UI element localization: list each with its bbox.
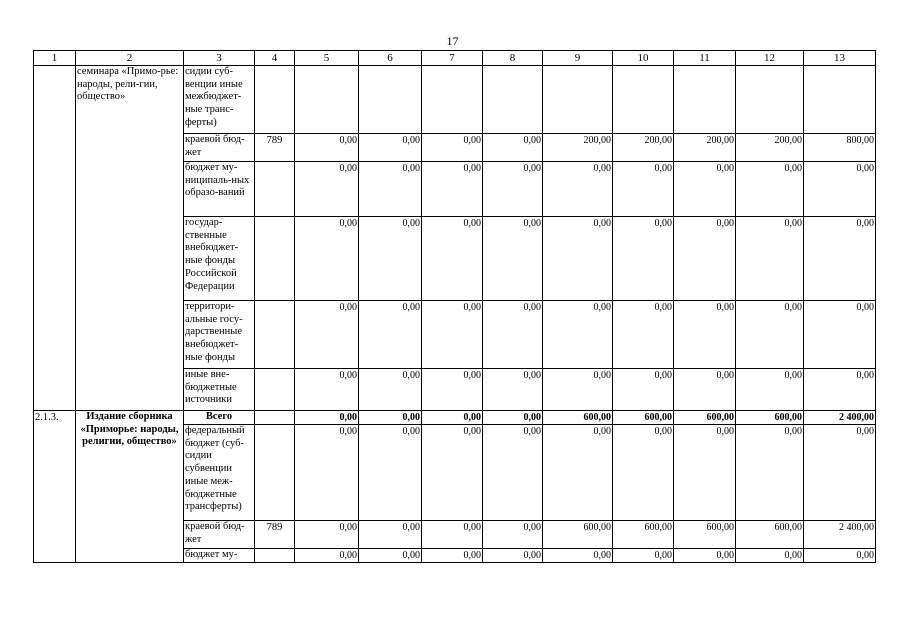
column-number: 2 xyxy=(76,51,184,66)
budget-code xyxy=(255,425,295,521)
column-number: 6 xyxy=(359,51,422,66)
column-number: 4 xyxy=(255,51,295,66)
value-cell: 0,00 xyxy=(295,369,359,411)
value-cell: 600,00 xyxy=(736,521,804,549)
value-cell: 0,00 xyxy=(359,134,422,162)
table-row-total xyxy=(34,411,876,425)
budget-code xyxy=(255,549,295,563)
value-cell xyxy=(422,66,483,134)
value-cell: 0,00 xyxy=(295,162,359,217)
value-cell: 0,00 xyxy=(422,411,483,425)
value-cell: 600,00 xyxy=(543,521,613,549)
value-cell: 0,00 xyxy=(736,162,804,217)
value-cell: 0,00 xyxy=(483,369,543,411)
value-cell: 0,00 xyxy=(613,301,674,369)
page-number: 17 xyxy=(446,34,459,48)
value-cell: 0,00 xyxy=(804,162,876,217)
value-cell: 2 400,00 xyxy=(804,521,876,549)
value-cell xyxy=(483,66,543,134)
value-cell: 0,00 xyxy=(295,301,359,369)
value-cell: 0,00 xyxy=(359,217,422,301)
value-cell: 0,00 xyxy=(674,301,736,369)
funding-source: территори-альные госу-дарственные внебюджет-ные фонды xyxy=(184,301,255,369)
item-name: Издание сборника «Приморье: народы, религии, общество» xyxy=(76,411,184,563)
value-cell: 0,00 xyxy=(674,549,736,563)
value-cell: 0,00 xyxy=(359,411,422,425)
value-cell: 0,00 xyxy=(613,549,674,563)
funding-source: краевой бюд-жет xyxy=(184,134,255,162)
value-cell xyxy=(295,66,359,134)
value-cell: 0,00 xyxy=(422,162,483,217)
value-cell xyxy=(359,66,422,134)
value-cell: 0,00 xyxy=(543,549,613,563)
value-cell: 0,00 xyxy=(483,425,543,521)
value-cell: 600,00 xyxy=(613,411,674,425)
value-cell xyxy=(736,66,804,134)
value-cell: 600,00 xyxy=(674,411,736,425)
value-cell: 0,00 xyxy=(483,162,543,217)
funding-source: сидии суб-венции иные межбюджет-ные транс-ферты) xyxy=(184,66,255,134)
value-cell: 0,00 xyxy=(674,369,736,411)
budget-code xyxy=(255,411,295,425)
column-number: 7 xyxy=(422,51,483,66)
funding-source: бюджет му-ниципаль-ных образо-ваний xyxy=(184,162,255,217)
value-cell: 0,00 xyxy=(483,521,543,549)
item-id xyxy=(34,66,76,411)
item-id: 2.1.3. xyxy=(34,411,76,563)
value-cell: 0,00 xyxy=(674,162,736,217)
value-cell: 0,00 xyxy=(736,369,804,411)
value-cell: 2 400,00 xyxy=(804,411,876,425)
value-cell: 800,00 xyxy=(804,134,876,162)
value-cell xyxy=(613,66,674,134)
value-cell: 0,00 xyxy=(359,301,422,369)
value-cell: 0,00 xyxy=(359,369,422,411)
value-cell: 0,00 xyxy=(295,217,359,301)
value-cell xyxy=(674,66,736,134)
value-cell: 600,00 xyxy=(736,411,804,425)
value-cell: 600,00 xyxy=(613,521,674,549)
column-number: 3 xyxy=(184,51,255,66)
value-cell: 0,00 xyxy=(359,521,422,549)
value-cell: 0,00 xyxy=(613,425,674,521)
value-cell: 0,00 xyxy=(543,217,613,301)
value-cell xyxy=(543,66,613,134)
column-number: 8 xyxy=(483,51,543,66)
value-cell: 0,00 xyxy=(804,301,876,369)
funding-source: бюджет му- xyxy=(184,549,255,563)
value-cell: 0,00 xyxy=(422,549,483,563)
value-cell: 0,00 xyxy=(359,425,422,521)
value-cell: 0,00 xyxy=(295,549,359,563)
value-cell: 0,00 xyxy=(295,521,359,549)
budget-code xyxy=(255,301,295,369)
column-number: 10 xyxy=(613,51,674,66)
budget-code xyxy=(255,162,295,217)
value-cell: 0,00 xyxy=(804,217,876,301)
value-cell: 0,00 xyxy=(359,549,422,563)
budget-code: 789 xyxy=(255,134,295,162)
funding-source: государ-ственные внебюджет-ные фонды Российской Федерации xyxy=(184,217,255,301)
value-cell: 0,00 xyxy=(613,162,674,217)
budget-code: 789 xyxy=(255,521,295,549)
value-cell: 0,00 xyxy=(543,301,613,369)
value-cell: 0,00 xyxy=(483,549,543,563)
value-cell: 0,00 xyxy=(543,162,613,217)
budget-table xyxy=(33,50,876,563)
funding-source: краевой бюд-жет xyxy=(184,521,255,549)
column-number: 12 xyxy=(736,51,804,66)
column-number: 9 xyxy=(543,51,613,66)
value-cell xyxy=(804,66,876,134)
value-cell: 200,00 xyxy=(543,134,613,162)
value-cell: 0,00 xyxy=(674,217,736,301)
value-cell: 0,00 xyxy=(422,217,483,301)
value-cell: 0,00 xyxy=(613,217,674,301)
funding-source: Всего xyxy=(184,411,255,425)
value-cell: 0,00 xyxy=(483,301,543,369)
column-number: 5 xyxy=(295,51,359,66)
value-cell: 0,00 xyxy=(543,425,613,521)
value-cell: 0,00 xyxy=(295,411,359,425)
value-cell: 0,00 xyxy=(422,521,483,549)
value-cell: 0,00 xyxy=(674,425,736,521)
value-cell: 0,00 xyxy=(422,425,483,521)
value-cell: 0,00 xyxy=(736,549,804,563)
value-cell: 600,00 xyxy=(674,521,736,549)
value-cell: 0,00 xyxy=(422,369,483,411)
budget-code xyxy=(255,369,295,411)
item-name: семинара «Примо-рье: народы, рели-гии, общество» xyxy=(76,66,184,411)
value-cell: 200,00 xyxy=(674,134,736,162)
value-cell: 0,00 xyxy=(422,134,483,162)
value-cell: 0,00 xyxy=(483,411,543,425)
value-cell: 200,00 xyxy=(736,134,804,162)
value-cell: 600,00 xyxy=(543,411,613,425)
value-cell: 0,00 xyxy=(736,217,804,301)
column-number: 1 xyxy=(34,51,76,66)
table-row xyxy=(34,66,876,134)
column-number: 11 xyxy=(674,51,736,66)
value-cell: 0,00 xyxy=(736,425,804,521)
value-cell: 0,00 xyxy=(295,425,359,521)
column-number-row xyxy=(34,51,876,66)
value-cell: 200,00 xyxy=(613,134,674,162)
value-cell: 0,00 xyxy=(483,134,543,162)
value-cell: 0,00 xyxy=(736,301,804,369)
value-cell: 0,00 xyxy=(422,301,483,369)
value-cell: 0,00 xyxy=(483,217,543,301)
value-cell: 0,00 xyxy=(295,134,359,162)
value-cell: 0,00 xyxy=(804,425,876,521)
funding-source: иные вне-бюджетные источники xyxy=(184,369,255,411)
value-cell: 0,00 xyxy=(359,162,422,217)
funding-source: федеральный бюджет (суб-сидии субвенции иные меж-бюджетные трансферты) xyxy=(184,425,255,521)
value-cell: 0,00 xyxy=(804,369,876,411)
value-cell: 0,00 xyxy=(804,549,876,563)
value-cell: 0,00 xyxy=(613,369,674,411)
budget-code xyxy=(255,217,295,301)
value-cell: 0,00 xyxy=(543,369,613,411)
column-number: 13 xyxy=(804,51,876,66)
budget-code xyxy=(255,66,295,134)
